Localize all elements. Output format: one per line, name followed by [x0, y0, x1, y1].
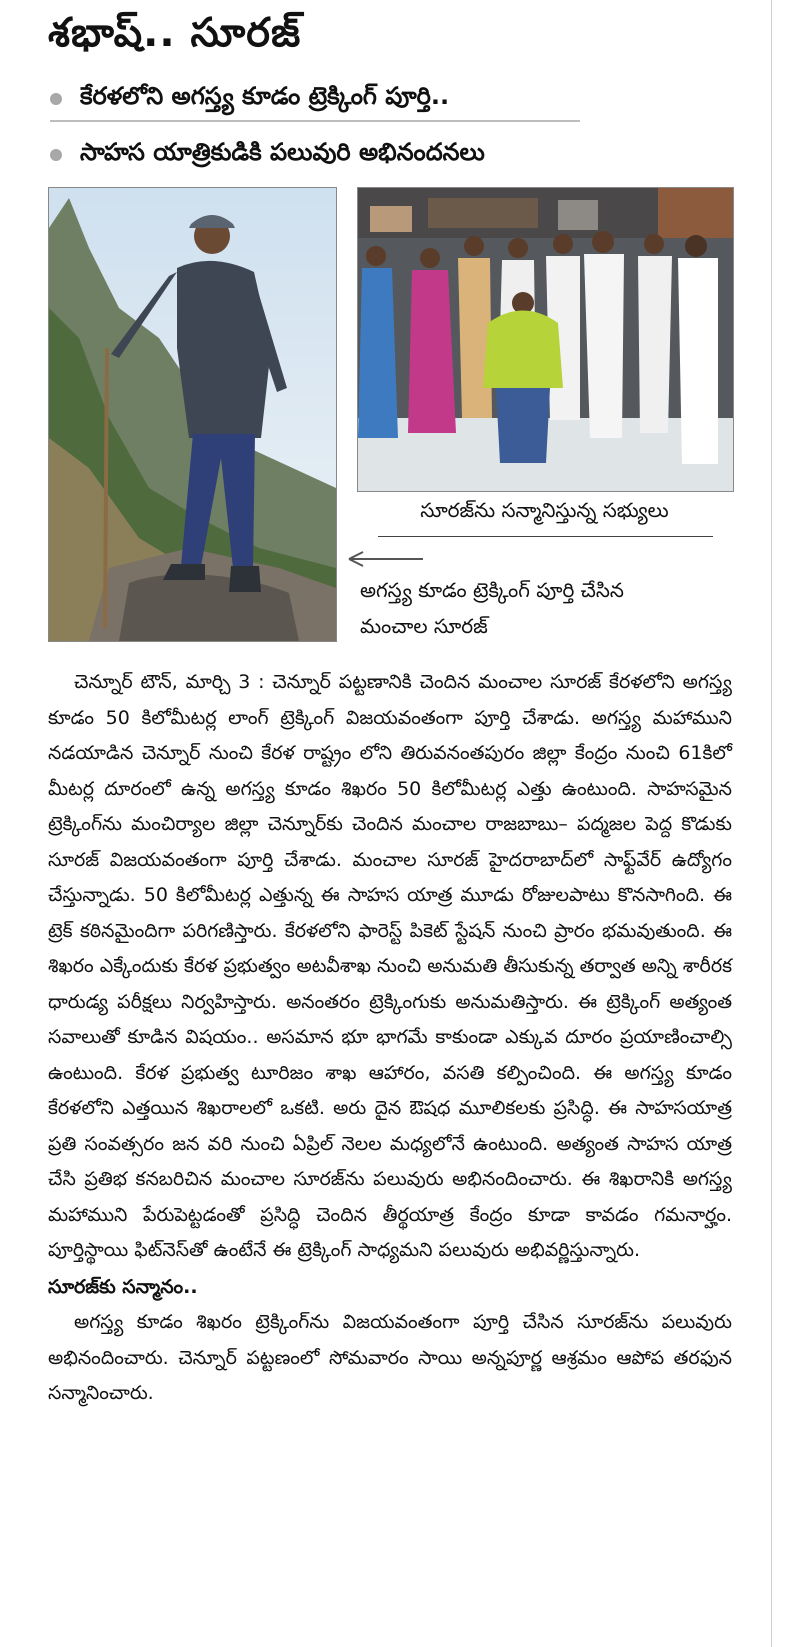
- caption-underline: [378, 536, 713, 537]
- trekker-caption-line-1: అగస్త్య కూడం ట్రెక్కింగ్ పూర్తి చేసిన: [360, 578, 624, 602]
- felicitation-photo: [357, 187, 734, 492]
- subhead-1: [50, 78, 580, 122]
- trekker-photo-illustration: [49, 188, 336, 641]
- column-divider: [771, 0, 772, 1647]
- closing-paragraph: అగస్త్య కూడం శిఖరం ట్రెక్కింగ్‌ను విజయవంతంగా పూర్తి చేసిన సూరజ్‌ను పలువురు అభినందించారు. చెన్నూర్ పట్టణంలో సోమవారం సాయి అన్నపూర్ణ ఆశ్రమం ఆపోప తరఫున సన్మానించారు.: [48, 1311, 732, 1404]
- trekker-photo: [48, 187, 337, 642]
- closing-subhead: సూరజ్‌కు సన్మానం..: [48, 1275, 198, 1298]
- trekker-caption-line-2: మంచాల సూరజ్: [360, 614, 488, 638]
- headline: శభాష్.. సూరజ్: [48, 10, 302, 56]
- arrow-left-icon: [345, 550, 425, 568]
- felicitation-photo-illustration: [358, 188, 733, 491]
- bullet-dot-icon: [50, 93, 62, 105]
- subhead-2-text: సాహస యాత్రికుడికి పలువురి అభినందనలు: [80, 138, 485, 166]
- trekker-caption: [360, 572, 740, 644]
- subhead-1-text: కేరళలోని అగస్త్య కూడం ట్రెక్కింగ్ పూర్తి..: [80, 82, 450, 110]
- article-body: [48, 665, 732, 1412]
- bullet-dot-icon: [50, 149, 62, 161]
- body-paragraph: చెన్నూర్ టౌన్, మార్చి 3 : చెన్నూర్ పట్టణానికి చెందిన మంచాల సూరజ్ కేరళలోని అగస్త్య కూడం 50 కిలోమీటర్ల లాంగ్ ట్రెక్కింగ్ విజయవంతంగా పూర్తి చేశాడు. అగస్త్య మహాముని నడయాడిన చెన్నూర్ నుంచి కేరళ రాష్ట్రం లోని తిరువనంతపురం జిల్లా కేంద్రం నుంచి 61కిలో మీటర్ల దూరంలో ఉన్న అగస్త్య కూడం శిఖరం 50 కిలోమీటర్ల ఎత్తు ఉంటుంది. సాహసమైన ట్రెక్కింగ్‌ను మంచిర్యాల జిల్లా చెన్నూర్‌కు చెందిన మంచాల రాజబాబు– పద్మజల పెద్ద కొడుకు సూరజ్ విజయవంతంగా పూర్తి చేశాడు. మంచాల సూరజ్ హైదరాబాద్‌లో సాఫ్ట్‌వేర్ ఉద్యోగం చేస్తున్నాడు. 50 కిలోమీటర్ల ఎత్తున్న ఈ సాహస యాత్ర మూడు రోజులపాటు కొనసాగింది. ఈ ట్రెక్ కఠినమైందిగా పరిగణిస్తారు. కేరళలోని ఫారెస్ట్ పికెట్ స్టేషన్ నుంచి ప్రారం భమవుతుంది. ఈ శిఖరం ఎక్కేందుకు కేరళ ప్రభుత్వం అటవీశాఖ నుంచి అనుమతి తీసుకున్న తర్వాత అన్ని శారీరక ధారుడ్య పరీక్షలు నిర్వహిస్తారు. అనంతరం ట్రెక్కింగుకు అనుమతిస్తారు. ఈ ట్రెక్కింగ్ అత్యంత సవాలుతో కూడిన విషయం.. అసమాన భూ భాగమే కాకుండా ఎక్కువ దూరం ప్రయాణించాల్సి ఉంటుంది. కేరళ ప్రభుత్వ టూరిజం శాఖ ఆహారం, వసతి కల్పించింది. ఈ అగస్త్య కూడం కేరళలోని ఎత్తయిన శిఖరాలలో ఒకటి. అరు దైన ఔషధ మూలికలకు ప్రసిద్ధి. ఈ సాహసయాత్ర ప్రతి సంవత్సరం జన వరి నుంచి ఏప్రిల్ నెలల మధ్యలోనే ఉంటుంది. అత్యంత సాహస యాత్ర చేసి ప్రతిభ కనబరిచిన మంచాల సూరజ్‌ను పలువురు అభినందించారు. ఈ శిఖరానికి అగస్త్య మహాముని పేరుపెట్టడంతో ప్రసిద్ధి చెందిన తీర్థయాత్ర కేంద్రం కూడా కావడం గమనార్హం. పూర్తిస్థాయి ఫిట్‌నెస్‌తో ఉంటేనే ఈ ట్రెక్కింగ్ సాధ్యమని పలువురు అభివర్ణిస్తున్నారు.: [48, 671, 732, 1261]
- subhead-2: [50, 134, 580, 176]
- felicitation-caption: సూరజ్‌ను సన్మానిస్తున్న సభ్యులు: [420, 498, 669, 522]
